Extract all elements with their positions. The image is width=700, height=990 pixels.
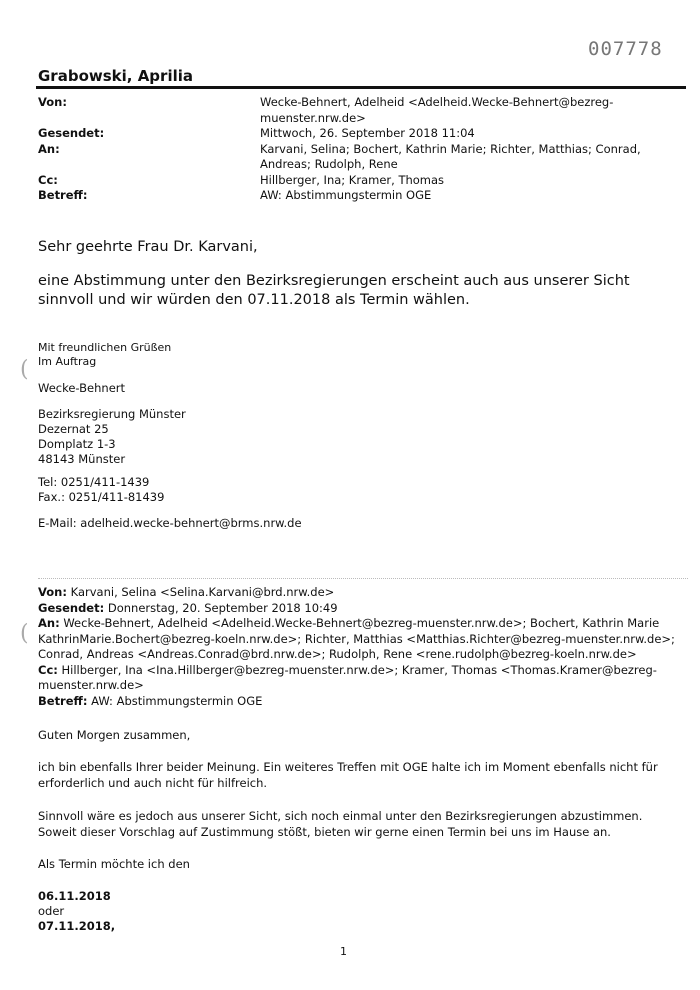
- scan-mark-left-2: (: [20, 621, 29, 646]
- fwd-or: oder: [38, 904, 65, 918]
- fwd-cc-value-1: Hillberger, Ina <Ina.Hillberger@bezreg-muenster.nrw.de>; Kramer, Thomas <Thomas.Kramer@bezreg-: [61, 662, 657, 677]
- signature-email: E-Mail: adelheid.wecke-behnert@brms.nrw.de: [38, 516, 302, 530]
- signature-dept: Dezernat 25: [38, 422, 109, 436]
- separator-line: [38, 578, 688, 579]
- signature-org: Bezirksregierung Münster: [38, 407, 186, 421]
- fwd-subject: [38, 694, 678, 710]
- sent-label: Gesendet:: [38, 126, 105, 140]
- signature-fax: Fax.: 0251/411-81439: [38, 490, 165, 504]
- fwd-sent-value: Donnerstag, 20. September 2018 10:49: [107, 600, 338, 615]
- signature-tel: Tel: 0251/411-1439: [38, 475, 150, 489]
- fwd-greeting: Guten Morgen zusammen,: [38, 728, 191, 742]
- fwd-to-line-2: KathrinMarie.Bochert@bezreg-koeln.nrw.de>; Richter, Matthias <Matthias.Richter@bezreg-muenster.nrw.de>;: [38, 631, 675, 646]
- header-to: [38, 142, 678, 173]
- sent-value: Mittwoch, 26. September 2018 11:04: [260, 126, 475, 140]
- to-value: Karvani, Selina; Bochert, Kathrin Marie; Richter, Matthias; Conrad, Andreas; Rudolph, Rene: [260, 141, 641, 171]
- subject-value: AW: Abstimmungstermin OGE: [260, 188, 432, 202]
- reply-greeting: Sehr geehrte Frau Dr. Karvani,: [38, 239, 258, 255]
- subject-label: Betreff:: [38, 188, 88, 202]
- fwd-paragraph-2: Sinnvoll wäre es jedoch aus unserer Sicht, sich noch einmal unter den Bezirksregierungen abzustimmen. Soweit dieser Vorschlag auf Zustimmung stößt, bieten wir gerne einen Termin bei uns im Hause an.: [38, 809, 643, 839]
- fwd-to-label: An:: [38, 616, 60, 630]
- signature-city: 48143 Münster: [38, 452, 126, 466]
- signature-street: Domplatz 1-3: [38, 437, 116, 451]
- email-header: [38, 95, 678, 204]
- scan-mark-left: (: [20, 357, 29, 382]
- fwd-date-1: 06.11.2018: [38, 889, 111, 903]
- reply-body: eine Abstimmung unter den Bezirksregierungen erscheint auch aus unserer Sicht sinnvoll und wir würden den 07.11.2018 als Termin wählen.: [38, 273, 630, 308]
- fwd-cc-line-2: muenster.nrw.de>: [38, 678, 144, 692]
- signature-on-behalf: Im Auftrag: [38, 355, 97, 368]
- fwd-from: [38, 585, 678, 601]
- fwd-cc: [38, 663, 678, 679]
- forwarded-header: [38, 585, 678, 709]
- fwd-from-value: Karvani, Selina <Selina.Karvani@brd.nrw.de>: [70, 585, 335, 599]
- from-value: Wecke-Behnert, Adelheid <Adelheid.Wecke-Behnert@bezreg-muenster.nrw.de>: [260, 95, 614, 125]
- fwd-paragraph-1: ich bin ebenfalls Ihrer beider Meinung. Ein weiteres Treffen mit OGE halte ich im Moment ebenfalls nicht für erforderlich und auch nicht für hilfreich.: [38, 760, 658, 790]
- fwd-to-line-3: Conrad, Andreas <Andreas.Conrad@brd.nrw.de>; Rudolph, Rene <rene.rudolph@bezreg-koeln.nrw.de>: [38, 647, 637, 661]
- header-subject: [38, 188, 678, 204]
- fwd-subject-value: AW: Abstimmungstermin OGE: [91, 693, 263, 708]
- fwd-to-value-1: Wecke-Behnert, Adelheid <Adelheid.Wecke-Behnert@bezreg-muenster.nrw.de>; Bochert, Kathrin Marie: [63, 616, 660, 630]
- from-label: Von:: [38, 95, 67, 109]
- mailbox-owner: Grabowski, Aprilia: [38, 67, 193, 85]
- header-sent: [38, 126, 678, 142]
- signature-closing: Mit freundlichen Grüßen: [38, 341, 172, 354]
- fwd-subject-label: Betreff:: [38, 693, 88, 708]
- fwd-to: [38, 616, 678, 632]
- header-cc: [38, 173, 678, 189]
- signature-name: Wecke-Behnert: [38, 381, 126, 395]
- cc-label: Cc:: [38, 172, 58, 187]
- fwd-sent: [38, 601, 678, 617]
- to-label: An:: [38, 141, 60, 156]
- fwd-from-label: Von:: [38, 585, 67, 599]
- fwd-sent-label: Gesendet:: [38, 600, 105, 615]
- fwd-date-2: 07.11.2018,: [38, 919, 116, 933]
- fwd-cc-label: Cc:: [38, 662, 58, 677]
- page-number: 1: [340, 945, 347, 958]
- header-rule: [36, 86, 686, 89]
- header-from: [38, 95, 678, 126]
- document-stamp-number: 007778: [588, 38, 663, 60]
- fwd-paragraph-3: Als Termin möchte ich den: [38, 857, 190, 871]
- cc-value: Hillberger, Ina; Kramer, Thomas: [260, 172, 445, 187]
